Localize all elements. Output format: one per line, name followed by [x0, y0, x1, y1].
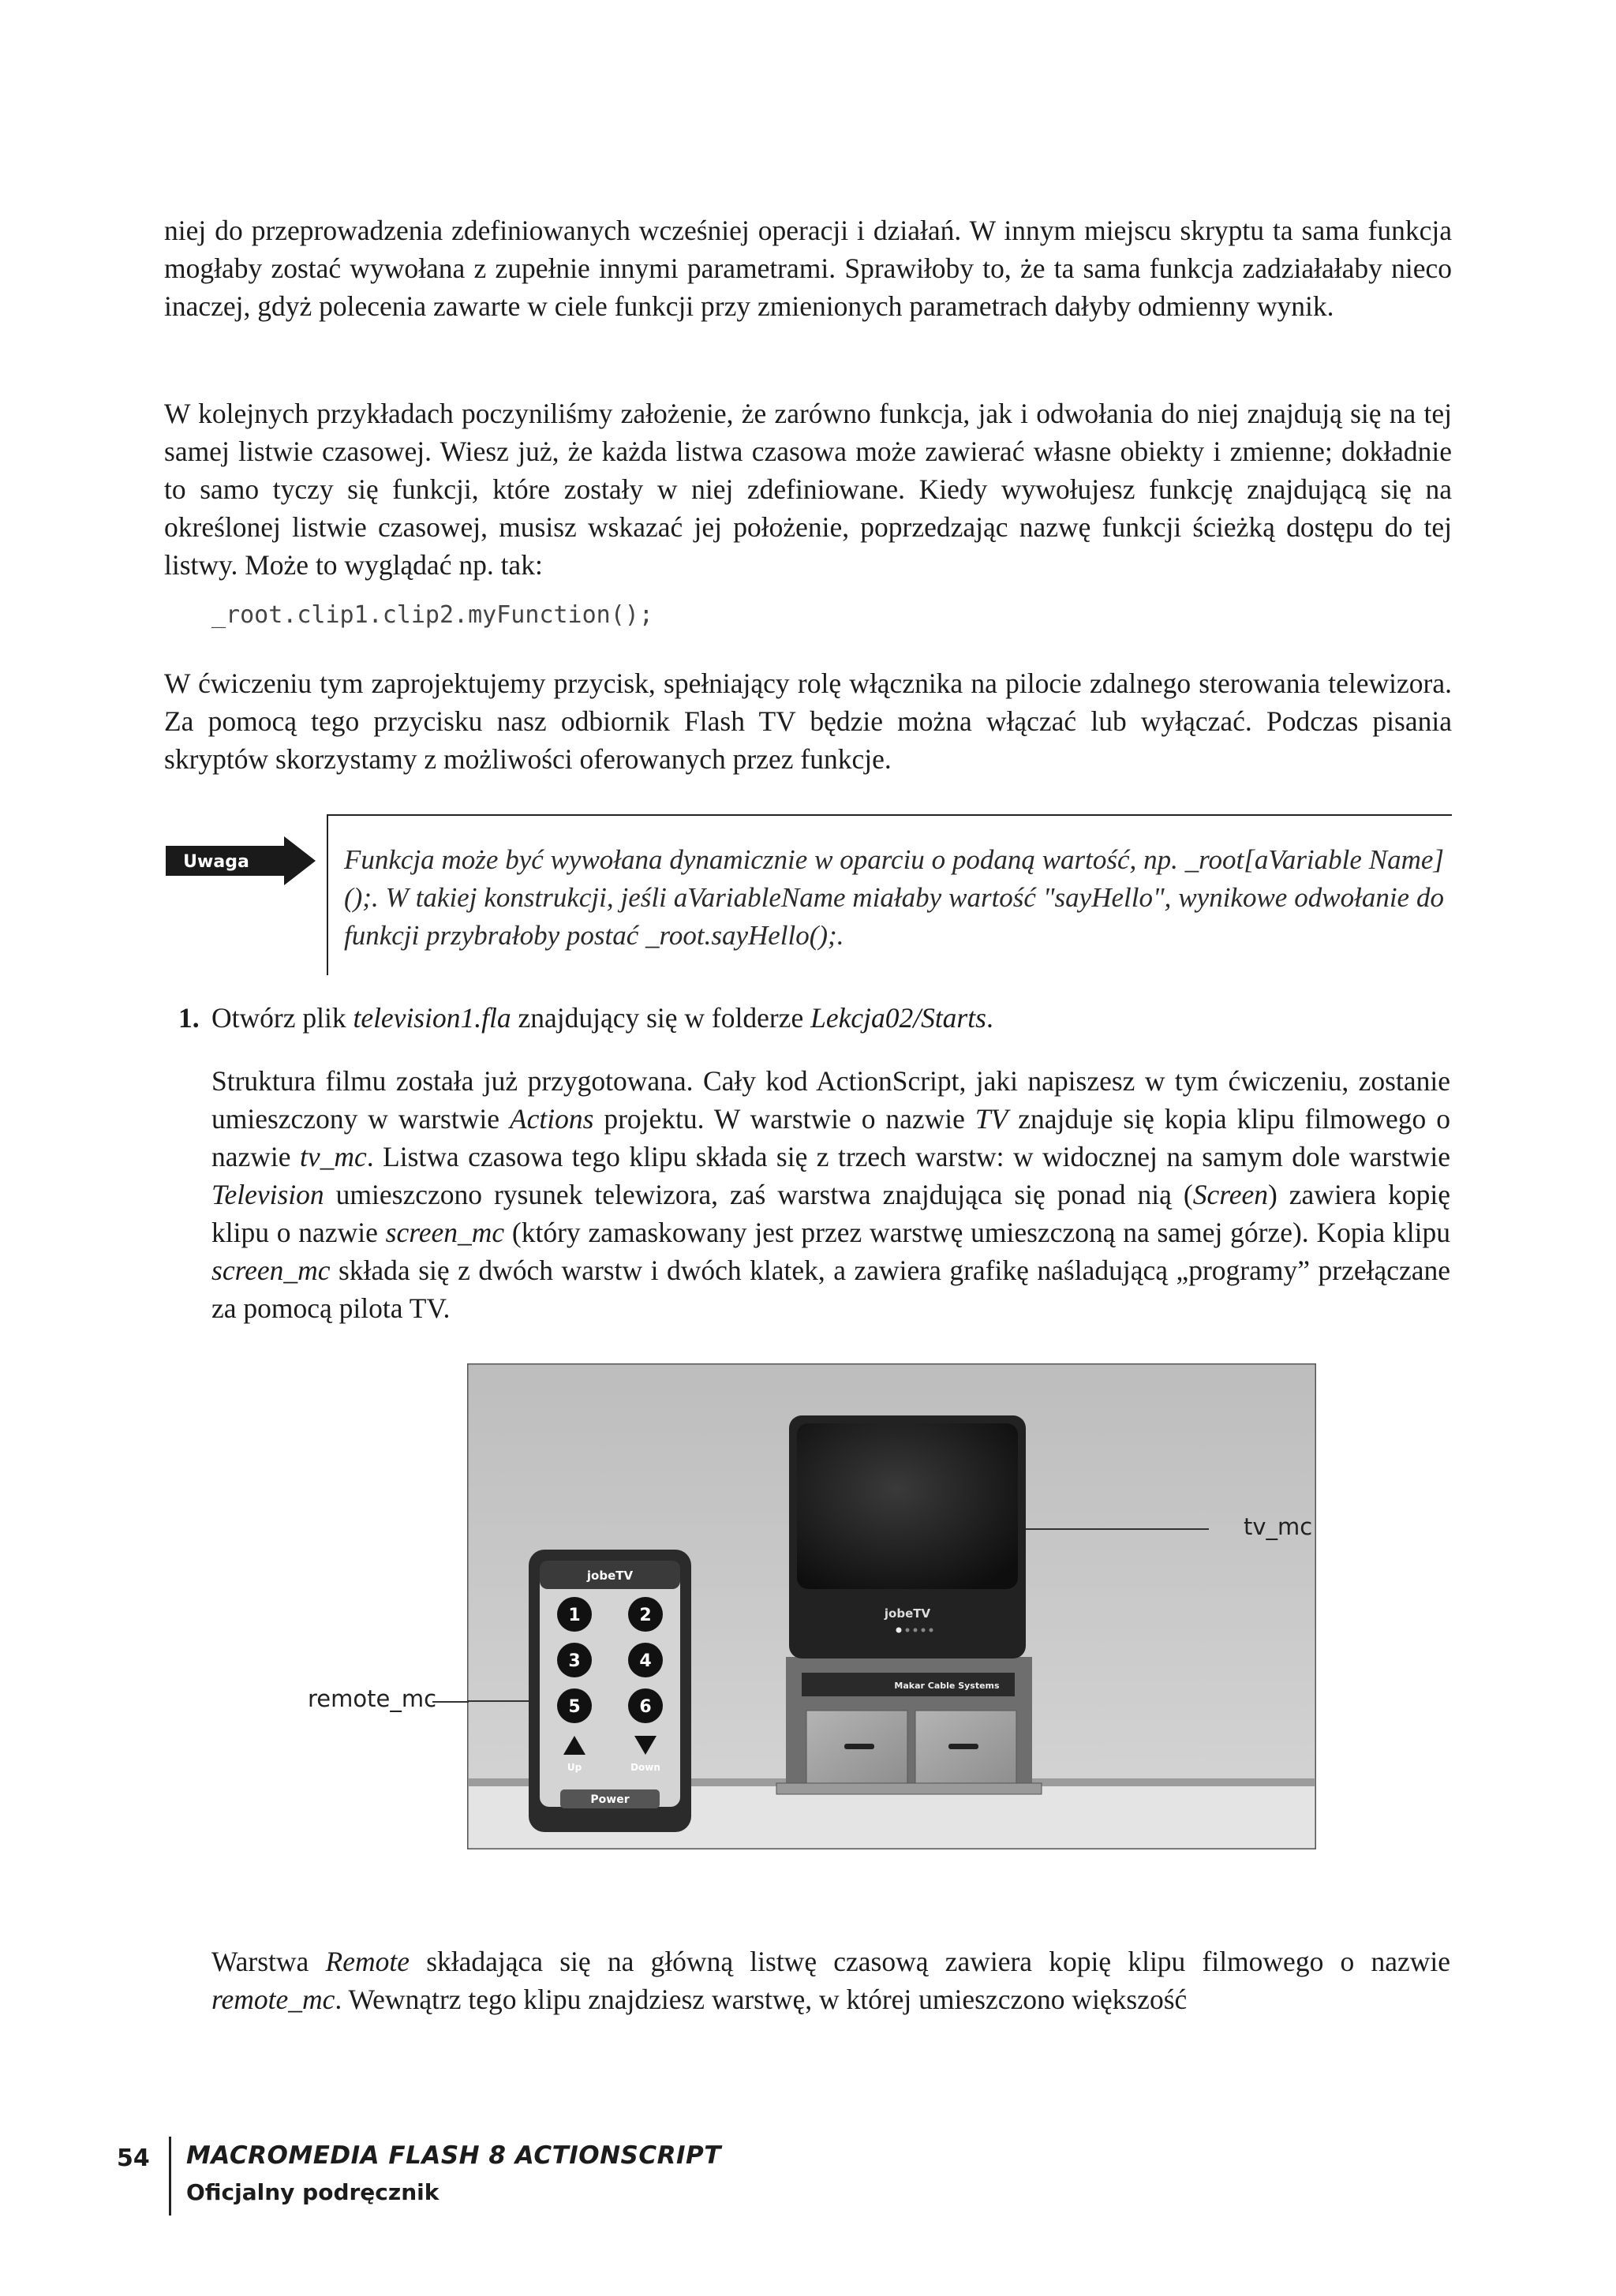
file-name: television1.fla	[353, 1002, 511, 1034]
note-text: Funkcja może być wywołana dynamicznie w oparciu o podaną wartość, np. _root[aVariable Name]();. W takiej konstrukcji, jeśli aVariableName miałaby wartość "sayHello", wynikowe odwołanie do funkcji przybrałoby postać _root.sayHello();.	[344, 844, 1444, 951]
footer-divider	[169, 2137, 171, 2216]
tv-mc-label: tv_mc	[1244, 1513, 1313, 1540]
note-arrow-badge	[166, 836, 316, 885]
remote-button-4: 4	[639, 1651, 652, 1671]
note-left-rule	[327, 814, 328, 975]
remote-button-5: 5	[568, 1697, 581, 1717]
remote-up-label: Up	[567, 1762, 582, 1773]
remote-down-label: Down	[630, 1762, 660, 1773]
paragraph-exercise: W ćwiczeniu tym zaprojektujemy przycisk, spełniający rolę włącznika na pilocie zdalnego sterowania telewizora. Za pomocą tego przycisku nasz odbiornik Flash TV będzie można włączać lub wyłączać. Podczas pisania skryptów skorzystamy z możliwości oferowanych przez funkcje.	[164, 667, 1452, 775]
folder-name: Lekcja02/Starts	[810, 1002, 986, 1034]
code-example: _root.clip1.clip2.myFunction();	[211, 601, 653, 629]
paragraph-structure: Struktura filmu została już przygotowana. Cały kod ActionScript, jaki napiszesz w tym ćwiczeniu, zostanie umieszczony w warstwie Actions projektu. W warstwie o nazwie TV znajduje się kopia klipu filmowego o nazwie tv_mc. Listwa czasowa tego klipu składa się z trzech warstw: w widocznej na samym dole warstwie Television umieszczono rysunek telewizora, zaś warstwa znajdująca się ponad nią (Screen) zawiera kopię klipu o nazwie screen_mc (który zamaskowany jest przez warstwę umieszczoną na samej górze). Kopia klipu screen_mc składa się z dwóch warstw i dwóch klatek, a zawiera grafikę naśladującą „programy” przełączane za pomocą pilota TV.	[211, 1065, 1450, 1324]
tv-remote-figure	[467, 1363, 1316, 1849]
step-text: Otwórz plik television1.fla znajdujący się w folderze Lekcja02/Starts.	[211, 1002, 993, 1034]
remote-power-label: Power	[590, 1793, 630, 1806]
page-number: 54	[117, 2145, 150, 2172]
tv-set	[789, 1415, 1026, 1658]
remote-button-1: 1	[568, 1606, 581, 1625]
tv-brand-label: jobeTV	[884, 1606, 931, 1621]
remote-button-2: 2	[639, 1606, 652, 1625]
tv-cabinet	[776, 1657, 1042, 1794]
note-top-rule	[327, 814, 1452, 816]
step-number: 1.	[178, 1002, 200, 1034]
remote-mc-label: remote_mc	[308, 1685, 437, 1712]
tv-screen	[797, 1423, 1018, 1589]
paragraph-remote: Warstwa Remote składająca się na główną listwę czasową zawiera kopię klipu filmowego o nazwie remote_mc. Wewnątrz tego klipu znajdziesz warstwę, w której umieszczono większość	[211, 1946, 1450, 2015]
remote-control	[529, 1550, 691, 1832]
remote-button-3: 3	[568, 1651, 581, 1671]
tv-panel-label: Makar Cable Systems	[894, 1681, 1000, 1691]
book-subtitle: Oficjalny podręcznik	[186, 2179, 440, 2205]
paragraph-intro: niej do przeprowadzenia zdefiniowanych wcześniej operacji i działań. W innym miejscu skryptu ta sama funkcja mogłaby zostać wywołana z zupełnie innymi parametrami. Sprawiłoby to, że ta sama funkcja zadziałałaby nieco inaczej, gdyż polecenia zawarte w ciele funkcji przy zmienionych parametrach dałyby odmienny wynik.	[164, 215, 1452, 322]
remote-brand-label: jobeTV	[586, 1569, 634, 1583]
note-badge-label: Uwaga	[183, 852, 249, 872]
paragraph-timelines: W kolejnych przykładach poczyniliśmy założenie, że zarówno funkcja, jak i odwołania do niej znajdują się na tej samej listwie czasowej. Wiesz już, że każda listwa czasowa może zawierać własne obiekty i zmienne; dokładnie to samo tyczy się funkcji, które zostały w niej zdefiniowane. Kiedy wywołujesz funkcję znajdującą się na określonej listwie czasowej, musisz wskazać jej położenie, poprzedzając nazwę funkcji ścieżką dostępu do tej listwy. Może to wyglądać np. tak:	[164, 398, 1452, 581]
book-title: MACROMEDIA FLASH 8 ACTIONSCRIPT	[186, 2141, 721, 2170]
remote-callout-line-outer	[432, 1700, 469, 1704]
remote-button-6: 6	[639, 1697, 652, 1717]
